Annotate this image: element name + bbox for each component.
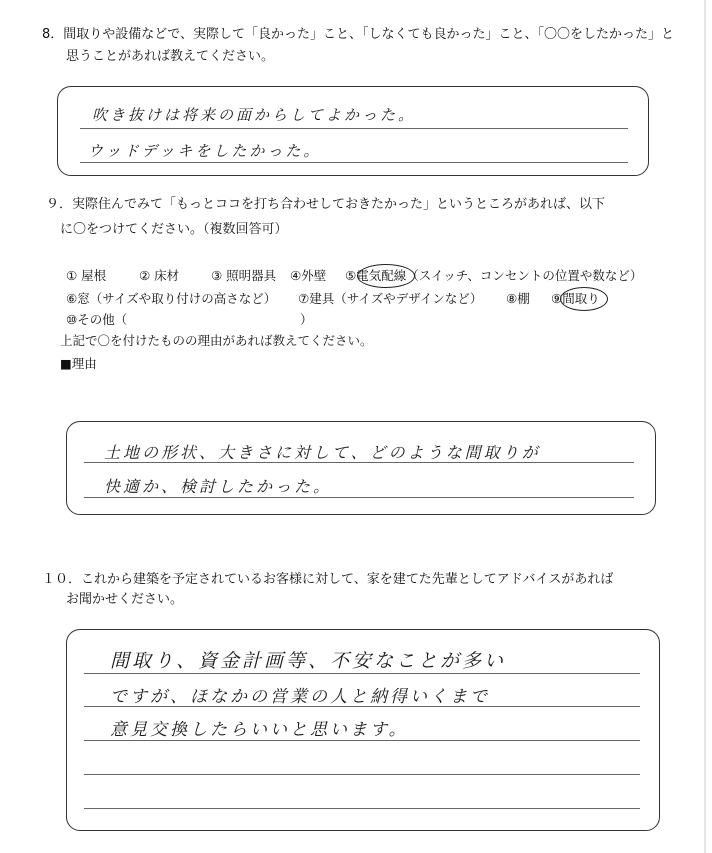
q9-answer-line1: 土地の形状、大きさに対して、どのような間取りが	[104, 443, 541, 462]
option-lighting: ③ 照明器具	[211, 268, 277, 283]
option-floor-plan: ⑨間取り	[551, 291, 600, 306]
option-windows: ⑥窓（サイズや取り付けの高さなど）	[66, 291, 277, 306]
reason-prompt: 上記で〇を付けたものの理由があれば教えてください。	[60, 333, 373, 348]
selected-circle-wiring	[357, 264, 415, 288]
q10-rule-1	[84, 673, 640, 674]
q9-rule-1	[84, 462, 634, 463]
option-fittings: ⑦建具（サイズやデザインなど）	[298, 291, 483, 306]
q10-rule-5	[84, 808, 640, 809]
q10-rule-4	[84, 774, 640, 775]
q10-text-line1: １０．これから建築を予定されているお客様に対して、家を建てた先輩としてアドバイスがあれば	[42, 572, 614, 587]
q10-answer-line1: 間取り、資金計画等、不安なことが多い	[110, 650, 507, 672]
q10-answer-line3: 意見交換したらいいと思います。	[110, 720, 409, 740]
q9-answer-line2: 快適か、検討したかった。	[104, 477, 333, 496]
option-other-close: ）	[300, 312, 313, 327]
q8-text-line2: 思うことがあれば教えてください。	[66, 49, 275, 64]
reason-label: ■理由	[60, 356, 97, 371]
q10-text-line2: お聞かせください。	[66, 592, 184, 607]
q10-answer-line2: ですが、ほなかの営業の人と納得いくまで	[110, 687, 490, 707]
q10-rule-3	[84, 740, 640, 741]
option-electrical-wiring: ⑤電気配線（スイッチ、コンセントの位置や数など）	[345, 268, 643, 283]
q9-answer-box	[66, 421, 656, 515]
scan-edge-shadow	[690, 0, 712, 853]
option-roof: ① 屋根	[66, 268, 107, 283]
q9-rule-2	[84, 497, 634, 498]
q10-rule-2	[84, 706, 640, 707]
option-shelves: ⑧棚	[506, 291, 530, 306]
option-flooring: ② 床材	[139, 268, 180, 283]
q9-text-line1: ９．実際住んでみて「もっとココを打ち合わせしておきたかった」というところがあれば、以下	[46, 197, 606, 212]
q8-rule-2	[80, 162, 628, 163]
q8-answer-line1: 吹き抜けは将来の面からしてよかった。	[92, 106, 417, 124]
option-exterior-wall: ④外壁	[290, 268, 327, 283]
q8-rule-1	[80, 128, 628, 129]
selected-circle-floor-plan	[560, 287, 608, 311]
option-other: ⑩その他（	[66, 312, 128, 327]
q8-text-line1: 8．間取りや設備などで、実際して「良かった」こと、「しなくても良かった」こと、「〇〇をしたかった」と	[42, 27, 675, 42]
q9-text-line2: に〇をつけてください。（複数回答可）	[60, 222, 288, 237]
q8-answer-line2: ウッドデッキをしたかった。	[88, 142, 322, 160]
